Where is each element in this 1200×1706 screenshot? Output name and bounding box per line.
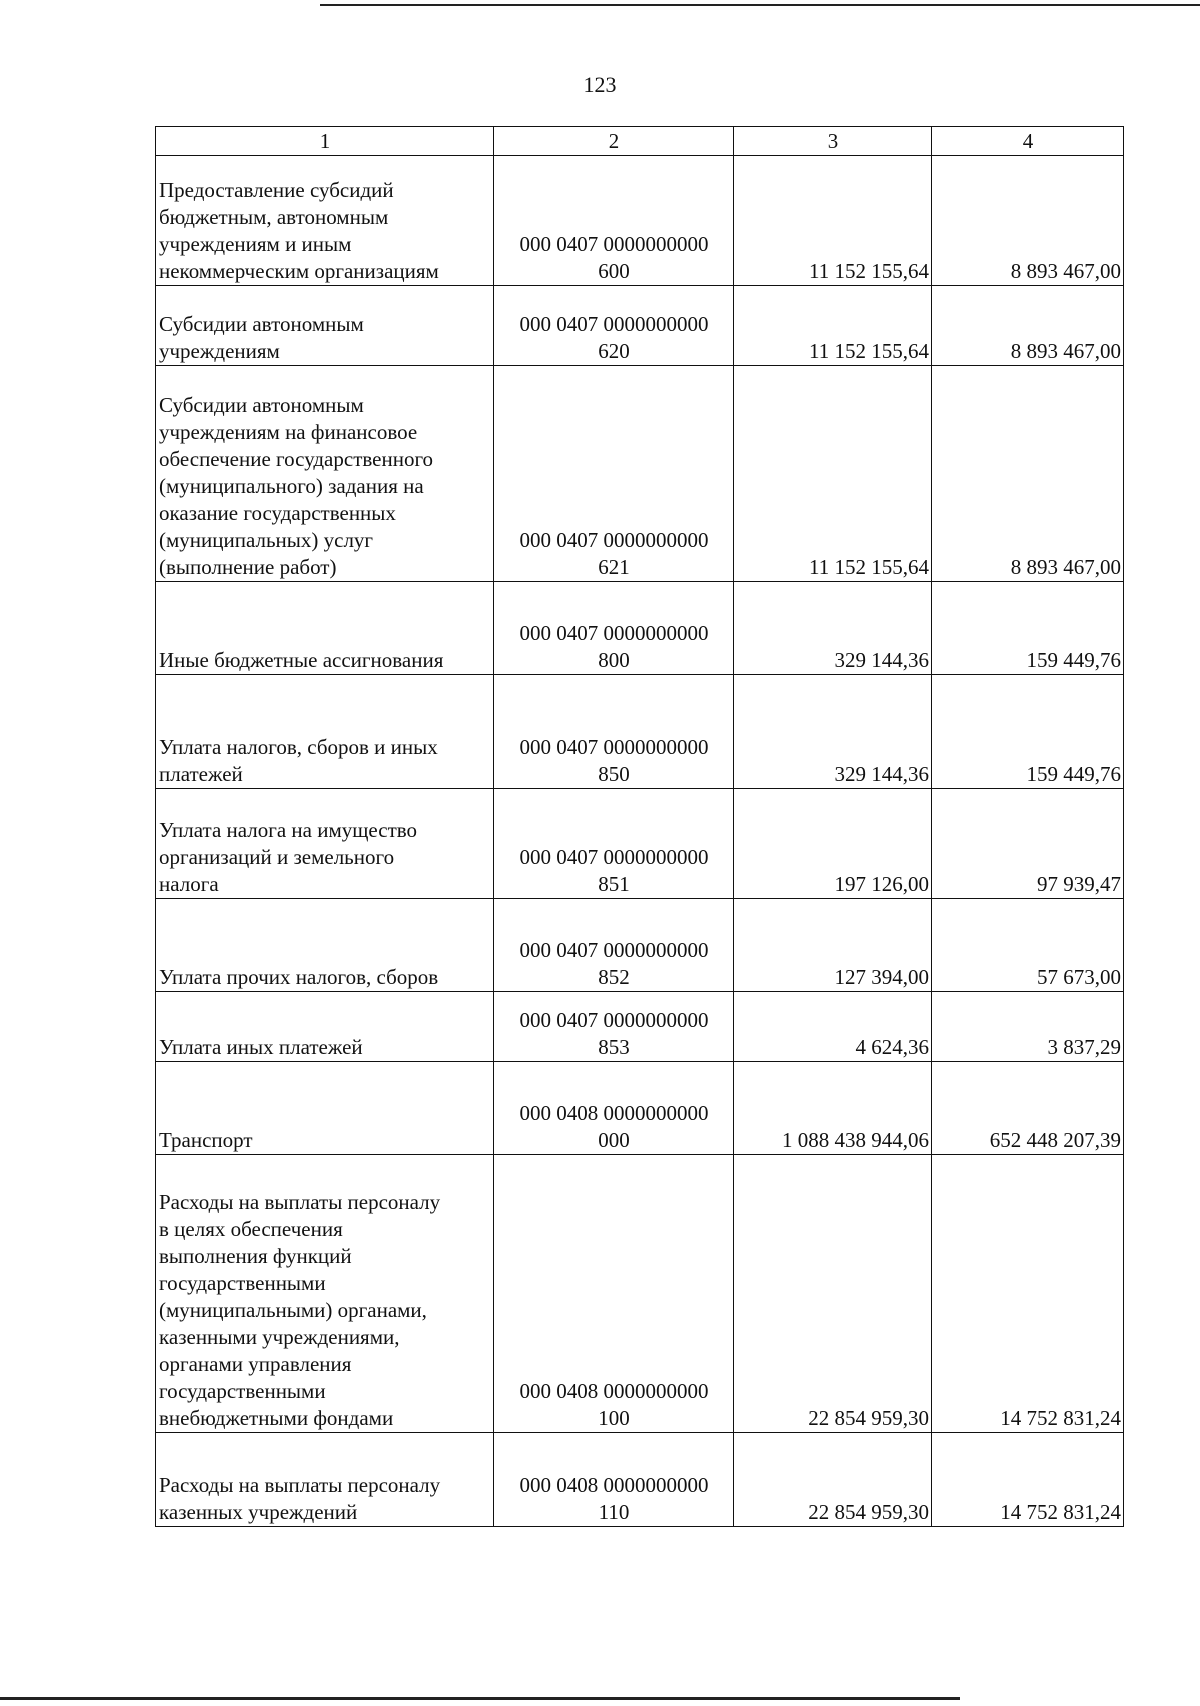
row-name: Уплата иных платежей: [156, 992, 494, 1062]
row-value-col4: 57 673,00: [932, 899, 1124, 992]
row-value-col4: 159 449,76: [932, 582, 1124, 675]
table-row: [156, 675, 1124, 789]
row-code: 000 0408 0000000000 100: [494, 1155, 734, 1433]
table-row: [156, 1155, 1124, 1433]
page-number: 123: [583, 72, 617, 97]
row-value-col3: 11 152 155,64: [734, 366, 932, 582]
row-code: 000 0408 0000000000 110: [494, 1433, 734, 1527]
row-name: Субсидии автономным учреждениям на финансовое обеспечение государственного (муниципального) задания на оказание государственных (муниципальных) услуг (выполнение работ): [156, 366, 494, 582]
row-value-col4: 8 893 467,00: [932, 156, 1124, 286]
row-code: 000 0408 0000000000 000: [494, 1062, 734, 1155]
row-name: Уплата налога на имущество организаций и земельного налога: [156, 789, 494, 899]
column-header-4: 4: [932, 127, 1124, 156]
row-value-col4: 3 837,29: [932, 992, 1124, 1062]
row-name: Расходы на выплаты персоналу казенных учреждений: [156, 1433, 494, 1527]
row-value-col4: 8 893 467,00: [932, 366, 1124, 582]
row-name: Уплата прочих налогов, сборов: [156, 899, 494, 992]
row-code: 000 0407 0000000000 600: [494, 156, 734, 286]
row-name: Иные бюджетные ассигнования: [156, 582, 494, 675]
row-value-col3: 197 126,00: [734, 789, 932, 899]
row-name: Уплата налогов, сборов и иных платежей: [156, 675, 494, 789]
row-value-col4: 14 752 831,24: [932, 1433, 1124, 1527]
table-row: [156, 1433, 1124, 1527]
scan-edge-bottom: [0, 1697, 960, 1700]
column-header-1: 1: [156, 127, 494, 156]
row-code: 000 0407 0000000000 853: [494, 992, 734, 1062]
row-value-col3: 11 152 155,64: [734, 156, 932, 286]
table-row: [156, 582, 1124, 675]
row-code: 000 0407 0000000000 620: [494, 286, 734, 366]
row-value-col3: 11 152 155,64: [734, 286, 932, 366]
row-code: 000 0407 0000000000 851: [494, 789, 734, 899]
row-code: 000 0407 0000000000 621: [494, 366, 734, 582]
row-code: 000 0407 0000000000 800: [494, 582, 734, 675]
table-row: [156, 899, 1124, 992]
row-value-col3: 4 624,36: [734, 992, 932, 1062]
row-value-col3: 22 854 959,30: [734, 1433, 932, 1527]
column-header-2: 2: [494, 127, 734, 156]
row-value-col4: 97 939,47: [932, 789, 1124, 899]
row-value-col4: 8 893 467,00: [932, 286, 1124, 366]
table-row: [156, 1062, 1124, 1155]
table-row: [156, 286, 1124, 366]
row-name: Предоставление субсидий бюджетным, автономным учреждениям и иным некоммерческим организациям: [156, 156, 494, 286]
row-value-col3: 22 854 959,30: [734, 1155, 932, 1433]
row-value-col3: 329 144,36: [734, 675, 932, 789]
row-name: Транспорт: [156, 1062, 494, 1155]
row-value-col4: 652 448 207,39: [932, 1062, 1124, 1155]
budget-table: [155, 126, 1124, 1527]
row-code: 000 0407 0000000000 850: [494, 675, 734, 789]
table-row: [156, 992, 1124, 1062]
row-code: 000 0407 0000000000 852: [494, 899, 734, 992]
row-name: Субсидии автономным учреждениям: [156, 286, 494, 366]
row-value-col4: 14 752 831,24: [932, 1155, 1124, 1433]
scan-edge-top: [320, 4, 1200, 6]
column-header-3: 3: [734, 127, 932, 156]
table-row: [156, 366, 1124, 582]
row-value-col4: 159 449,76: [932, 675, 1124, 789]
row-value-col3: 1 088 438 944,06: [734, 1062, 932, 1155]
row-value-col3: 329 144,36: [734, 582, 932, 675]
row-name: Расходы на выплаты персоналу в целях обеспечения выполнения функций государственными (муниципальными) органами, казенными учреждениями, органами управления государственными внебюджетными фондами: [156, 1155, 494, 1433]
table-row: [156, 789, 1124, 899]
table-header-row: [156, 127, 1124, 156]
table-row: [156, 156, 1124, 286]
row-value-col3: 127 394,00: [734, 899, 932, 992]
